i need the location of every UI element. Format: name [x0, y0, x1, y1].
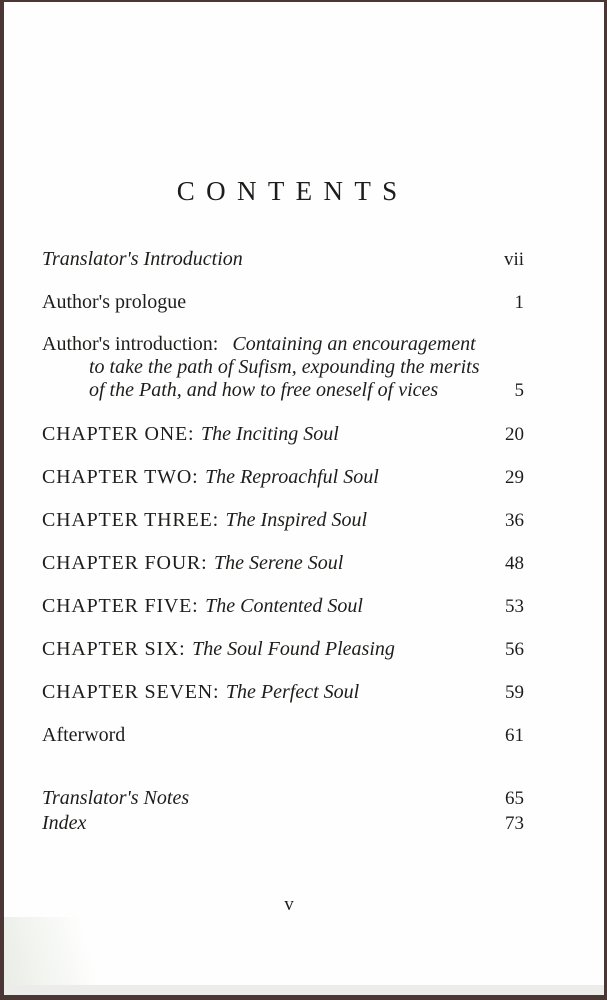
toc-entry-label: [42, 509, 367, 532]
toc-entry-label: Index: [42, 812, 87, 834]
chapter-title: The Reproachful Soul: [205, 466, 379, 488]
toc-entry-label: Author's prologue: [42, 291, 187, 313]
chapter-title: The Serene Soul: [214, 552, 344, 574]
toc-entry-line-3: of the Path, and how to free oneself of vices: [89, 379, 439, 401]
toc-entry-authors-prologue: [42, 291, 524, 314]
toc-entry-page-number: 56: [505, 639, 524, 660]
chapter-prefix: CHAPTER FOUR:: [42, 552, 208, 574]
toc-entry-afterword: [42, 724, 524, 747]
toc-entry-chapter-five: [42, 595, 524, 618]
chapter-title: The Perfect Soul: [225, 681, 360, 703]
toc-entry-chapter-two: [42, 466, 524, 489]
toc-entry-index: [42, 812, 524, 835]
toc-entry-page-number: 59: [505, 682, 524, 703]
toc-entry-page-number: 53: [505, 596, 524, 617]
chapter-title: The Soul Found Pleasing: [192, 638, 395, 660]
toc-entry-chapter-six: [42, 638, 524, 661]
chapter-prefix: CHAPTER THREE:: [42, 509, 219, 531]
toc-entry-label: Translator's Introduction: [42, 248, 243, 270]
chapter-title: The Contented Soul: [205, 595, 363, 617]
toc-entry-translators-notes: [42, 787, 524, 810]
chapter-prefix: CHAPTER SEVEN:: [42, 681, 220, 703]
chapter-prefix: CHAPTER FIVE:: [42, 595, 199, 617]
toc-entry-prefix: Author's introduction:: [42, 333, 219, 355]
chapter-prefix: CHAPTER ONE:: [42, 423, 195, 445]
toc-entry-page-number: 48: [505, 553, 524, 574]
toc-entry-label: [42, 423, 339, 446]
toc-entry-label: Translator's Notes: [42, 787, 190, 809]
toc-entry-label: [42, 466, 379, 489]
toc-entry-label: [42, 552, 343, 575]
toc-entry-chapter-one: [42, 423, 524, 446]
toc-entry-page-number: 20: [505, 424, 524, 445]
toc-entry-page-number: 1: [514, 292, 524, 313]
toc-entry-chapter-three: [42, 509, 524, 532]
folio-page-number: v: [284, 894, 294, 915]
chapter-title: The Inspired Soul: [225, 509, 368, 531]
toc-entry-label: [42, 638, 395, 661]
toc-entry-page-number: 29: [505, 467, 524, 488]
chapter-prefix: CHAPTER TWO:: [42, 466, 199, 488]
toc-entry-page-number: 5: [514, 380, 524, 401]
scan-corner-shading: [4, 917, 114, 987]
scan-bottom-edge: [4, 985, 604, 995]
toc-entry-page-number: 36: [505, 510, 524, 531]
toc-entry-chapter-seven: [42, 681, 524, 704]
toc-entry-label: [42, 681, 359, 704]
toc-entry-page-number: 61: [505, 725, 524, 746]
toc-entry-page-number: 73: [505, 813, 524, 834]
toc-entry-page-number: 65: [505, 788, 524, 809]
toc-entry-chapter-four: [42, 552, 524, 575]
toc-entry-label: [42, 595, 363, 618]
chapter-prefix: CHAPTER SIX:: [42, 638, 186, 660]
toc-entry-translators-introduction: [42, 248, 524, 271]
chapter-title: The Inciting Soul: [200, 423, 339, 445]
toc-entry-line-2: to take the path of Sufism, expounding the merits: [89, 356, 480, 378]
page-title: CONTENTS: [176, 176, 409, 206]
toc-entry-line-1: [42, 333, 524, 356]
toc-entry-subtitle: Containing an encouragement: [232, 333, 476, 355]
toc-entry-page-number: vii: [503, 249, 524, 270]
toc-entry-authors-introduction: [42, 333, 524, 402]
toc-entry-label: Afterword: [42, 724, 126, 746]
